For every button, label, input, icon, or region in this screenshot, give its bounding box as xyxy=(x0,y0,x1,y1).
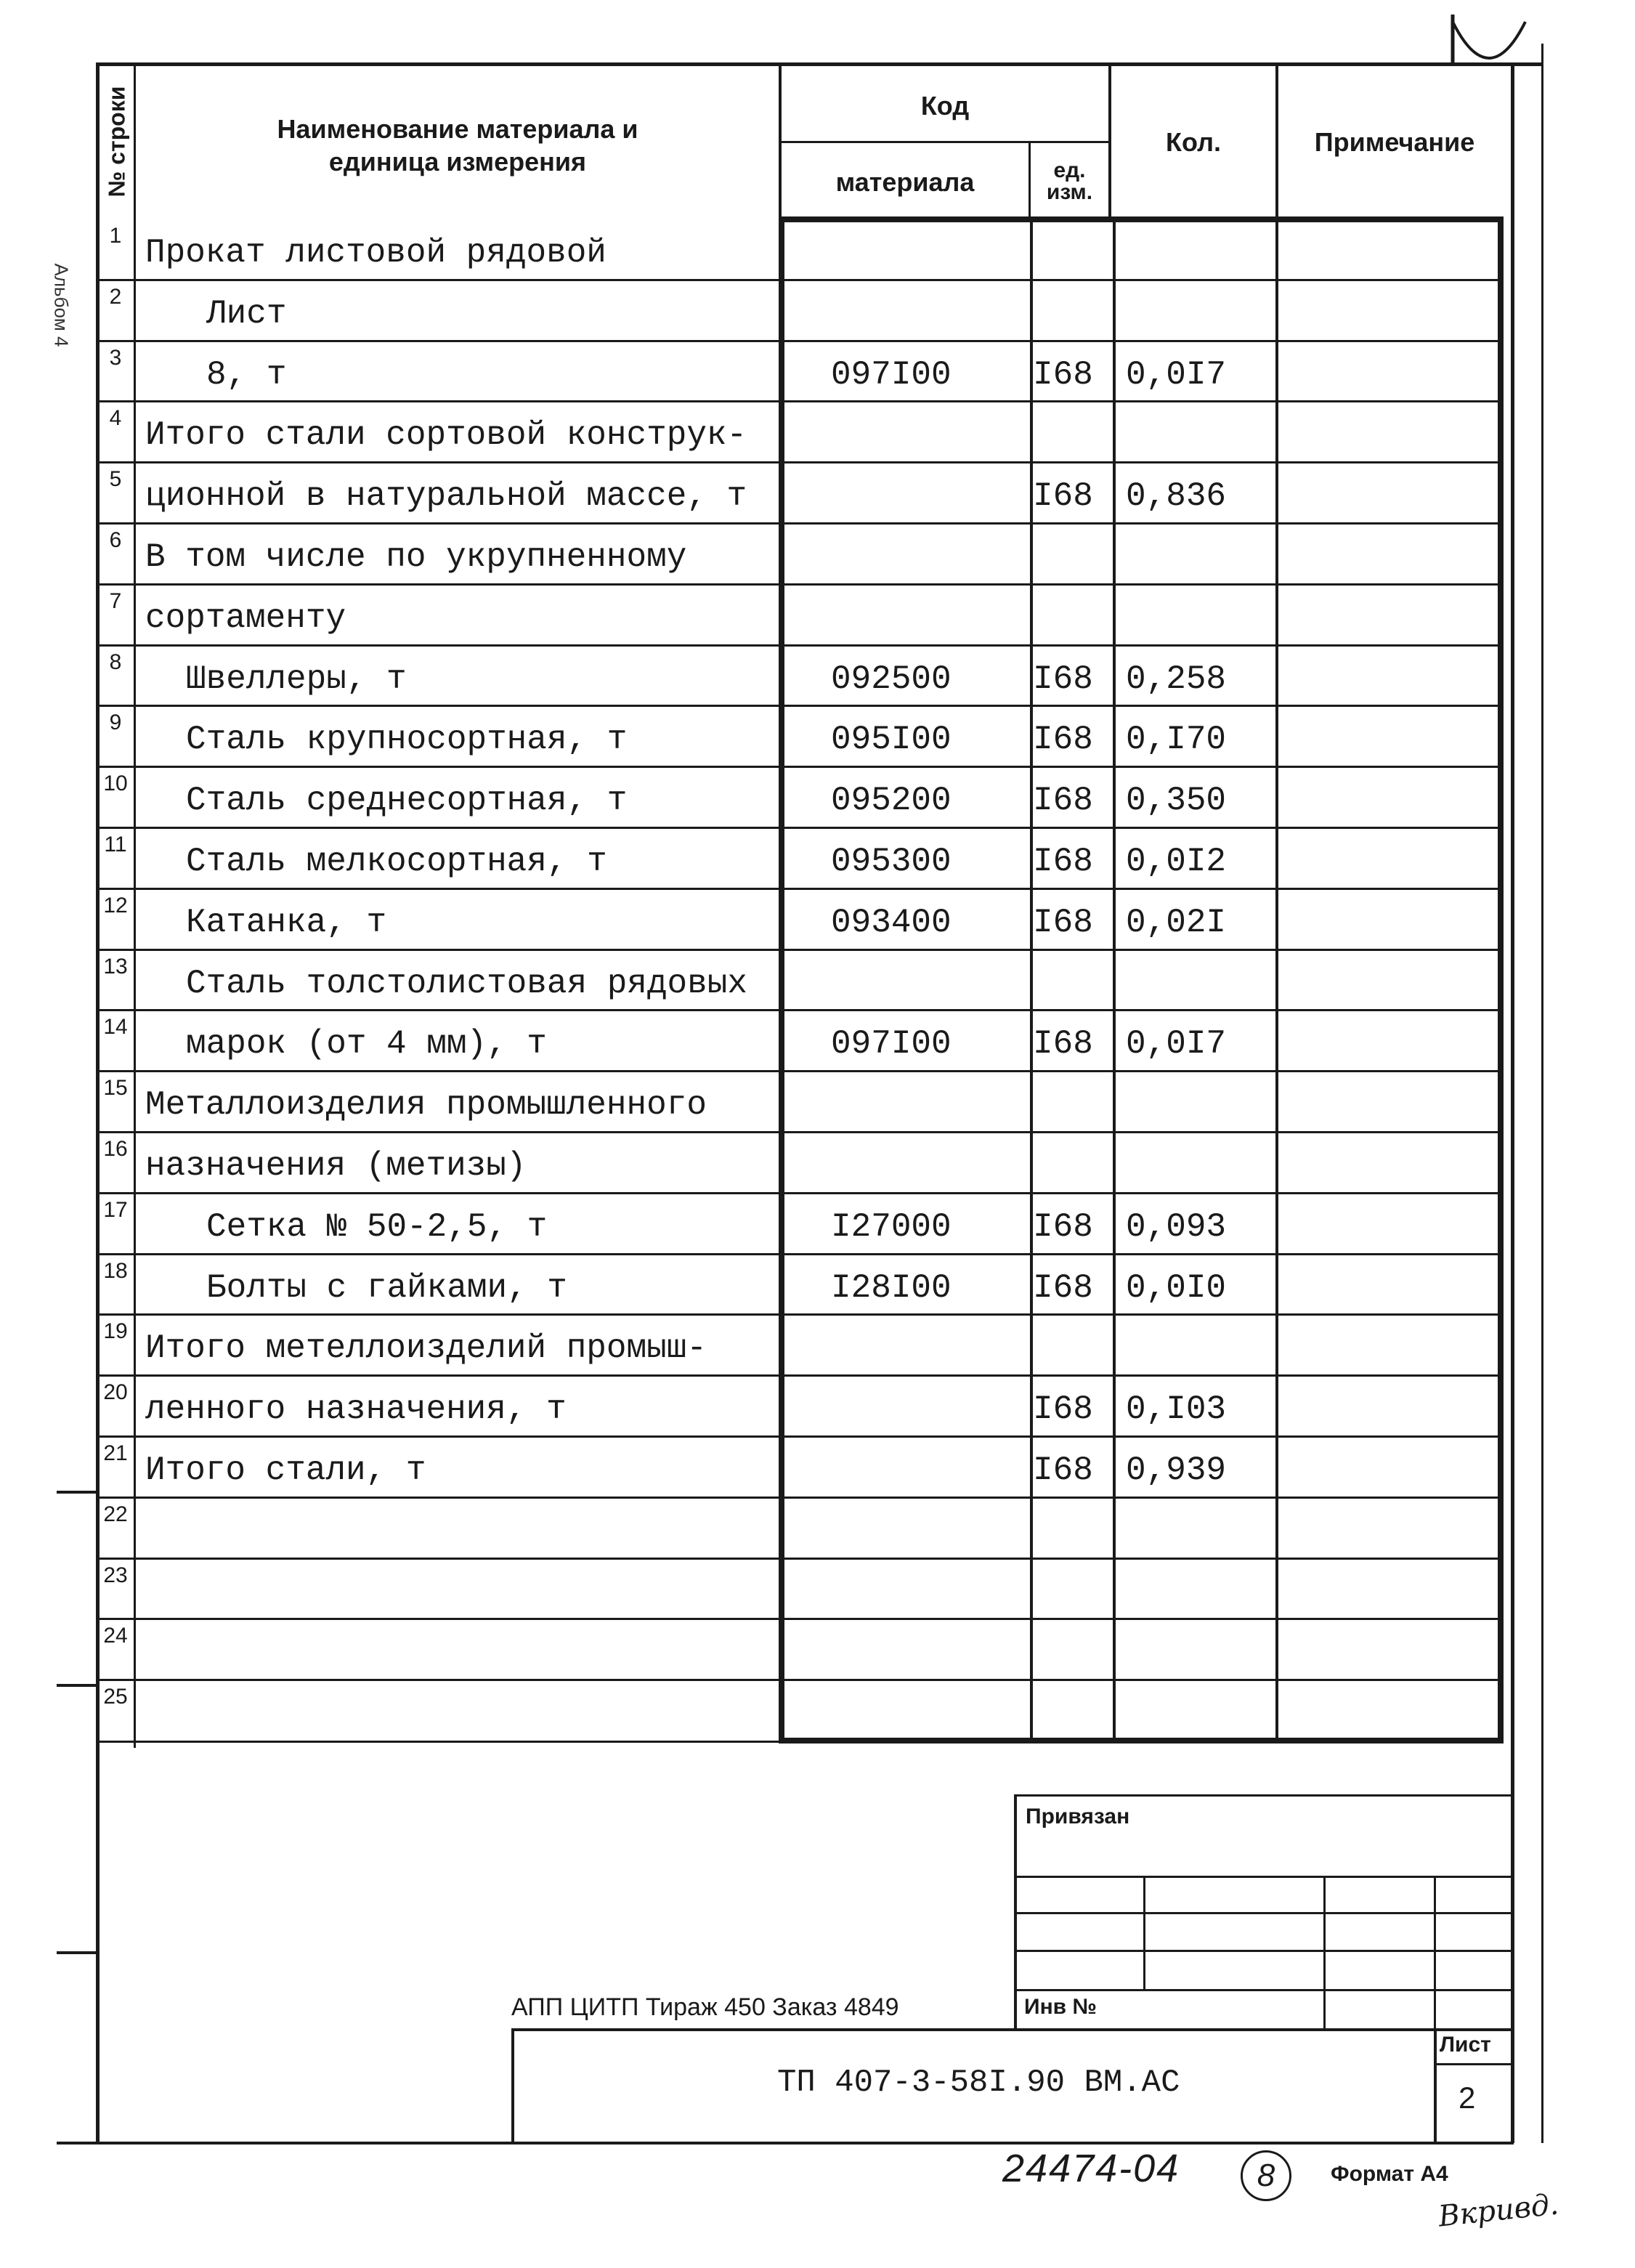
row-number: 12 xyxy=(103,894,128,918)
title-block-top xyxy=(511,2028,1514,2031)
row-line xyxy=(96,705,1502,707)
format-label: Формат А4 xyxy=(1331,2162,1448,2186)
quantity: 0,I03 xyxy=(1126,1390,1227,1428)
unit-code: I68 xyxy=(1033,1269,1093,1307)
col-line-unit xyxy=(1030,218,1033,1741)
col-line-note xyxy=(1275,218,1278,1741)
unit-code: I68 xyxy=(1033,904,1093,941)
col-line-qty xyxy=(1113,218,1116,1741)
material-code: I28I00 xyxy=(831,1269,952,1307)
material-name: Сетка № 50-2,5, т xyxy=(206,1208,548,1246)
row-number: 19 xyxy=(103,1319,128,1343)
material-code: 097I00 xyxy=(831,356,952,394)
material-name: марок (от 4 мм), т xyxy=(186,1025,547,1063)
unit-code: I68 xyxy=(1033,660,1093,698)
row-number: 5 xyxy=(109,467,122,491)
body-right-border xyxy=(1498,216,1504,1743)
frame-right xyxy=(1511,62,1514,2143)
row-line xyxy=(96,461,1502,463)
row-line xyxy=(96,583,1502,586)
corner-arc-icon xyxy=(1445,15,1533,65)
material-name: Лист xyxy=(206,295,287,333)
material-name: ленного назначения, т xyxy=(145,1390,567,1428)
row-number: 8 xyxy=(109,650,122,674)
header-col-line xyxy=(134,62,136,1748)
sheet-number: 2 xyxy=(1458,2081,1476,2115)
material-name: В том числе по укрупненному xyxy=(145,538,687,576)
copy-mark: 8 xyxy=(1241,2150,1291,2201)
row-number: 24 xyxy=(103,1624,128,1648)
row-line xyxy=(96,1070,1502,1072)
row-line xyxy=(96,827,1502,829)
row-line xyxy=(96,1313,1502,1316)
title-block-left xyxy=(511,2028,514,2145)
material-name: Итого стали, т xyxy=(145,1451,426,1489)
row-number: 6 xyxy=(109,528,122,552)
row-number: 18 xyxy=(103,1259,128,1283)
unit-code: I68 xyxy=(1033,356,1093,394)
stamp-inv-no: Инв № xyxy=(1024,1995,1097,2019)
row-line xyxy=(96,766,1502,768)
stamp-col-line xyxy=(1323,1877,1326,2031)
row-number: 20 xyxy=(103,1380,128,1404)
material-name: Сталь мелкосортная, т xyxy=(186,843,607,880)
row-number: 11 xyxy=(104,833,127,856)
stamp-privyazan: Привязан xyxy=(1026,1805,1130,1828)
header-code-group: Код xyxy=(920,90,970,121)
quantity: 0,258 xyxy=(1126,660,1227,698)
unit-code: I68 xyxy=(1033,1025,1093,1063)
row-number: 15 xyxy=(103,1076,128,1100)
row-number: 7 xyxy=(109,589,122,613)
material-name: Швеллеры, т xyxy=(186,660,407,698)
row-line xyxy=(96,1009,1502,1011)
row-number: 14 xyxy=(103,1015,128,1039)
row-line xyxy=(96,1497,1502,1499)
stamp-row-line xyxy=(1014,1989,1511,1991)
header-code-sep xyxy=(779,141,1110,143)
row-line xyxy=(96,1435,1502,1438)
row-number: 17 xyxy=(103,1198,128,1222)
material-name: сортаменту xyxy=(145,599,346,637)
unit-code: I68 xyxy=(1033,1390,1093,1428)
stamp-row-line xyxy=(1014,1912,1511,1914)
row-line xyxy=(96,1618,1502,1620)
material-name: ционной в натуральной массе, т xyxy=(145,477,747,515)
row-number: 3 xyxy=(109,346,122,370)
material-code: 095I00 xyxy=(831,721,952,758)
material-code: 095300 xyxy=(831,843,952,880)
header-code-unit: ед. изм. xyxy=(1046,158,1093,204)
row-number: 1 xyxy=(109,224,122,248)
stamp-col-line xyxy=(1434,1877,1436,2031)
sheet-label: Лист xyxy=(1440,2033,1491,2057)
sheet-box-left xyxy=(1434,2028,1437,2145)
unit-code: I68 xyxy=(1033,782,1093,819)
material-name: Металлоизделия промышленного xyxy=(145,1086,707,1124)
stamp-top xyxy=(1014,1794,1511,1797)
frame-right-outer xyxy=(1541,44,1543,2143)
quantity: 0,0I2 xyxy=(1126,843,1227,880)
header-row-number: № строки xyxy=(103,86,130,198)
margin-tick xyxy=(57,1951,99,1954)
stamp-print-info: АПП ЦИТП Тираж 450 Заказ 4849 xyxy=(511,1993,899,2021)
quantity: 0,093 xyxy=(1126,1208,1227,1246)
row-number: 2 xyxy=(109,285,122,309)
row-line xyxy=(96,1253,1502,1255)
material-name: Сталь крупносортная, т xyxy=(186,721,628,758)
material-name: 8, т xyxy=(206,356,287,394)
sheet-box-sep xyxy=(1434,2063,1512,2065)
unit-code: I68 xyxy=(1033,721,1093,758)
row-line xyxy=(96,949,1502,951)
row-number: 13 xyxy=(103,955,128,979)
quantity: 0,0I7 xyxy=(1126,356,1227,394)
material-name: Итого стали сортовой конструк- xyxy=(145,416,747,454)
stamp-row-line xyxy=(1014,1950,1511,1952)
row-line xyxy=(96,1679,1502,1681)
row-number: 25 xyxy=(103,1685,128,1709)
signature: Вкривд. xyxy=(1437,2187,1560,2234)
header-qty: Кол. xyxy=(1166,126,1221,157)
row-number: 16 xyxy=(103,1137,128,1161)
row-number: 21 xyxy=(103,1441,128,1465)
body-bottom-border xyxy=(779,1738,1504,1743)
row-line xyxy=(96,888,1502,890)
quantity: 0,0I0 xyxy=(1126,1269,1227,1307)
row-bottom-line xyxy=(96,1741,779,1743)
quantity: 0,939 xyxy=(1126,1451,1227,1489)
row-number: 10 xyxy=(103,771,128,795)
material-name: Катанка, т xyxy=(186,904,387,941)
unit-code: I68 xyxy=(1033,843,1093,880)
material-code: 093400 xyxy=(831,904,952,941)
material-code: 092500 xyxy=(831,660,952,698)
body-left-border xyxy=(779,216,784,1743)
header-code-material: материала xyxy=(835,166,975,197)
row-line xyxy=(96,644,1502,647)
row-number: 9 xyxy=(109,710,122,734)
material-code: 097I00 xyxy=(831,1025,952,1063)
side-note: Альбом 4 xyxy=(50,263,73,347)
row-line xyxy=(96,1192,1502,1194)
row-line xyxy=(96,1558,1502,1560)
header-name: Наименование материала и единица измерения xyxy=(277,114,638,177)
quantity: 0,836 xyxy=(1126,477,1227,515)
row-line xyxy=(96,279,1502,281)
material-name: Сталь среднесортная, т xyxy=(186,782,628,819)
row-line xyxy=(96,522,1502,525)
material-name: назначения (метизы) xyxy=(145,1147,527,1185)
material-name: Итого метеллоизделий промыш- xyxy=(145,1329,707,1367)
frame-left xyxy=(96,62,100,2143)
material-code: I27000 xyxy=(831,1208,952,1246)
material-name: Болты с гайками, т xyxy=(206,1269,567,1307)
row-line xyxy=(96,1131,1502,1133)
archive-number: 24474-04 xyxy=(1002,2147,1180,2190)
margin-tick xyxy=(57,1491,99,1494)
material-code: 095200 xyxy=(831,782,952,819)
row-line xyxy=(96,340,1502,342)
row-number: 4 xyxy=(109,406,122,430)
quantity: 0,350 xyxy=(1126,782,1227,819)
quantity: 0,I70 xyxy=(1126,721,1227,758)
row-line xyxy=(96,1374,1502,1377)
margin-tick xyxy=(57,1684,99,1687)
title-block-bottom xyxy=(57,2142,1514,2145)
stamp-col-line xyxy=(1143,1877,1145,1990)
unit-code: I68 xyxy=(1033,477,1093,515)
quantity: 0,02I xyxy=(1126,904,1227,941)
corner-mark xyxy=(1445,15,1533,65)
stamp-row-line xyxy=(1014,1876,1511,1878)
unit-code: I68 xyxy=(1033,1451,1093,1489)
row-line xyxy=(96,400,1502,402)
doc-code: ТП 407-3-58I.90 ВМ.АС xyxy=(777,2065,1180,2101)
row-number: 23 xyxy=(103,1563,128,1587)
material-name: Прокат листовой рядовой xyxy=(145,234,606,272)
header-note: Примечание xyxy=(1314,126,1475,157)
body-top-border xyxy=(779,216,1504,222)
quantity: 0,0I7 xyxy=(1126,1025,1227,1063)
material-name: Сталь толстолистовая рядовых xyxy=(186,965,747,1003)
row-number: 22 xyxy=(103,1502,128,1526)
unit-code: I68 xyxy=(1033,1208,1093,1246)
